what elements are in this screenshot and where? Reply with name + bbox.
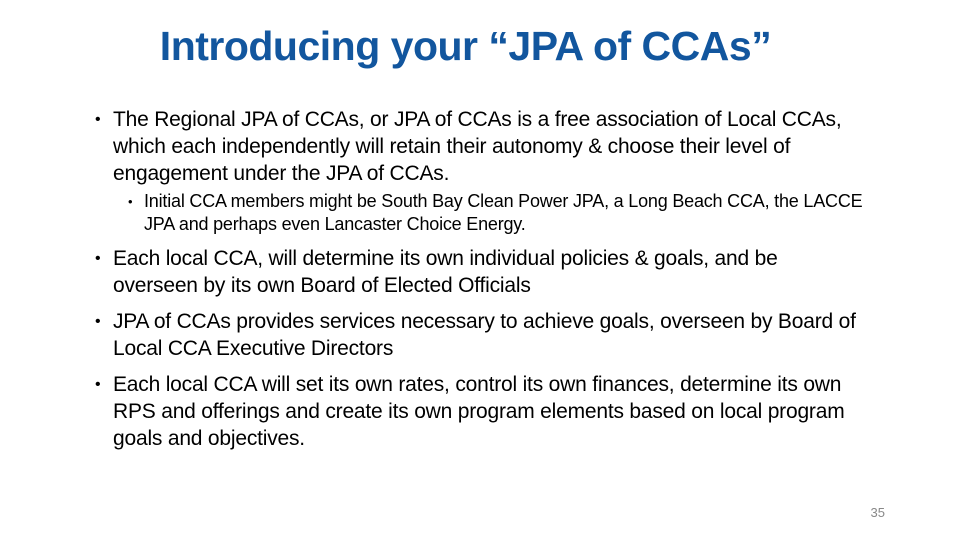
bullet-icon: • (95, 111, 101, 128)
bullet-item (95, 371, 863, 452)
bullet-text: Each local CCA, will determine its own individual policies & goals, and be overseen by its own Board of Elected Officials (113, 247, 778, 297)
bullet-item (95, 245, 863, 299)
page-number: 35 (870, 505, 885, 520)
bullet-icon: • (128, 194, 133, 209)
sub-bullet-item (128, 190, 863, 236)
bullet-item (95, 106, 863, 187)
bullet-icon: • (95, 376, 101, 393)
slide-title: Introducing your “JPA of CCAs” (159, 23, 772, 69)
bullet-icon: • (95, 250, 101, 267)
bullet-list (95, 106, 863, 461)
bullet-text: Each local CCA will set its own rates, control its own finances, determine its own RPS and offerings and create its own program elements based on local program goals and objectives. (113, 373, 845, 450)
sub-bullet-text: Initial CCA members might be South Bay Clean Power JPA, a Long Beach CCA, the LACCE JPA and perhaps even Lancaster Choice Energy. (144, 191, 863, 234)
bullet-item (95, 308, 863, 362)
bullet-icon: • (95, 313, 101, 330)
bullet-text: JPA of CCAs provides services necessary to achieve goals, overseen by Board of Local CCA Executive Directors (113, 310, 856, 360)
bullet-text: The Regional JPA of CCAs, or JPA of CCAs is a free association of Local CCAs, which each independently will retain their autonomy & choose their level of engagement under the JPA of CCAs. (113, 108, 842, 185)
